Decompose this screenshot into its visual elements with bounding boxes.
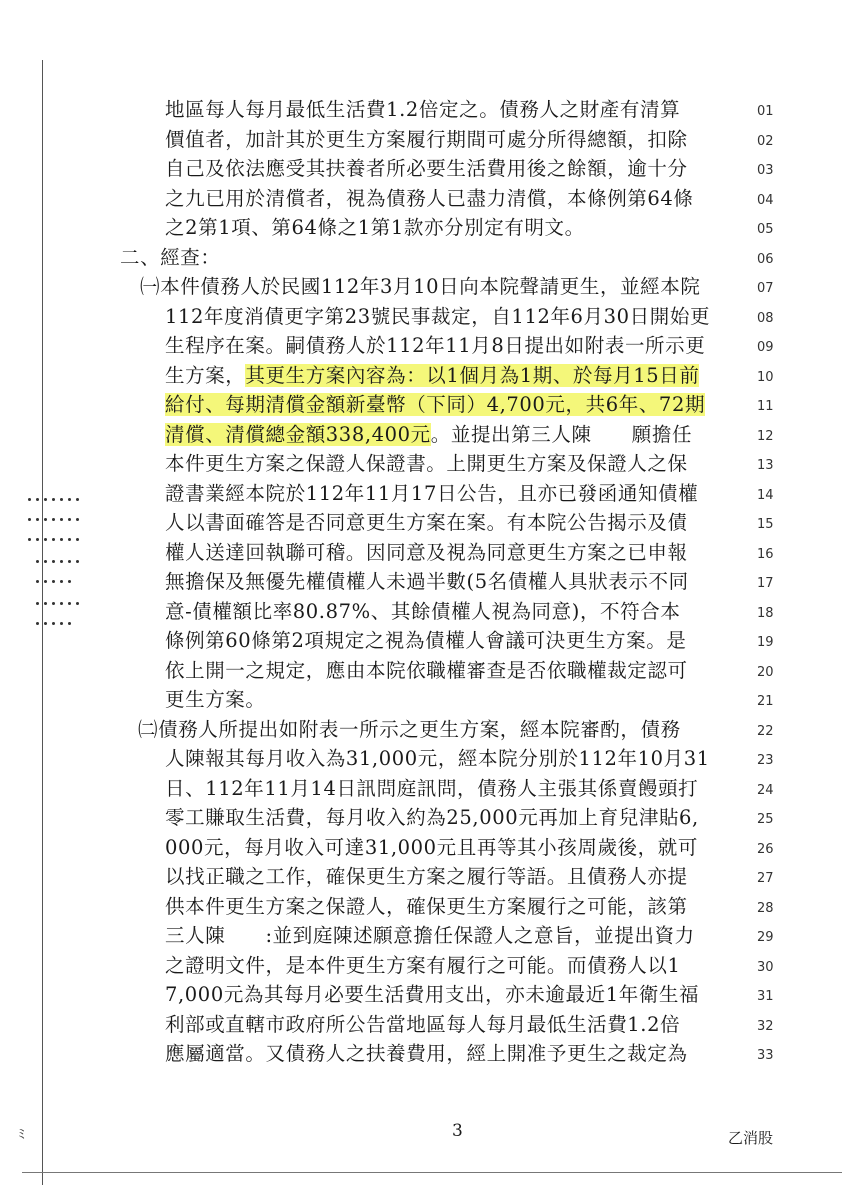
line-number: 28 [757, 900, 774, 916]
line-text: 更生方案。 [165, 688, 266, 711]
line-text: ㈡債務人所提出如附表一所示之更生方案，經本院審酌，債務 [138, 717, 681, 741]
text-line [165, 568, 689, 596]
line-text: 生方案， [165, 363, 246, 387]
line-number: 08 [757, 310, 774, 326]
line-text: 意-債權額比率80.87%、其餘債權人視為同意)，不符合本 [165, 599, 681, 623]
line-text: 供本件更生方案之保證人，確保更生方案履行之可能，該第 [165, 894, 688, 918]
line-text: 生程序在案。嗣債務人於112年11月8日提出如附表一所示更 [165, 334, 706, 357]
text-line [140, 273, 700, 301]
line-text: 之證明文件，是本件更生方案有履行之可能。而債務人以1 [165, 953, 681, 977]
text-line [165, 332, 705, 360]
line-number: 25 [757, 812, 774, 827]
line-number: 24 [757, 782, 774, 798]
line-number: 10 [757, 369, 774, 385]
line-text: 日、112年11月14日訊問庭訊問，債務人主張其係賣饅頭打 [165, 776, 699, 800]
line-text: ㈠本件債務人於民國112年3月10日向本院聲請更生，並經本院 [140, 275, 701, 298]
line-text: 以找正職之工作，確保更生方案之履行等語。且債務人亦提 [165, 865, 688, 888]
line-number: 05 [757, 222, 774, 237]
text-line [165, 834, 698, 862]
line-text: 價值者，加計其於更生方案履行期間可處分所得總額，扣除 [165, 127, 688, 151]
text-line [165, 775, 698, 803]
text-line [165, 362, 699, 390]
line-text: 人陳報其每月收入為31,000元，經本院分別於112年10月31 [165, 747, 710, 770]
text-line [165, 922, 695, 950]
text-line [165, 863, 688, 891]
line-number: 31 [757, 989, 774, 1004]
line-number: 07 [757, 281, 774, 296]
bottom-scan-line [22, 1172, 842, 1173]
line-text: 證書業經本院於112年11月17日公告，且亦已發函通知債權 [165, 481, 699, 505]
line-number: 04 [757, 192, 774, 208]
line-number: 22 [757, 723, 774, 739]
line-number: 18 [757, 605, 774, 621]
line-text: 權人送達回執聯可稽。因同意及視為同意更生方案之已申報 [165, 540, 688, 564]
line-text: 應屬適當。又債務人之扶養費用，經上開准予更生之裁定為 [165, 1042, 688, 1065]
line-number: 11 [757, 399, 774, 414]
line-number: 32 [757, 1018, 774, 1034]
line-text: 。並提出第三人陳 願擔任 [430, 422, 693, 446]
page-number: 3 [452, 1121, 463, 1141]
line-text: 利部或直轄市政府所公告當地區每人每月最低生活費1.2倍 [165, 1012, 681, 1036]
highlighted-text: 其更生方案內容為：以1個月為1期、於每月15日前 [245, 363, 700, 387]
text-line [165, 745, 710, 773]
line-number: 26 [757, 841, 774, 857]
line-number: 19 [757, 635, 774, 650]
text-line [165, 539, 688, 567]
line-number: 16 [757, 546, 774, 562]
text-line [165, 185, 694, 213]
line-number: 06 [757, 251, 774, 267]
binding-holes [28, 498, 88, 638]
highlighted-text: 清償、清償總金額338,400元 [165, 422, 431, 446]
line-number: 09 [757, 340, 774, 355]
highlighted-text: 給付、每期清償金額新臺幣（下同）4,700元，共6年、72期 [165, 393, 706, 416]
line-text: 000元，每月收入可達31,000元且再等其小孩周歲後，就可 [165, 835, 698, 859]
line-number: 13 [757, 458, 774, 473]
line-number: 15 [757, 517, 774, 532]
line-text: 人以書面確答是否同意更生方案在案。有本院公告揭示及債 [165, 511, 688, 534]
text-line [165, 391, 705, 419]
line-number: 17 [757, 576, 774, 591]
line-number: 23 [757, 753, 774, 768]
line-text: 112年度消債更字第23號民事裁定，自112年6月30日開始更 [165, 304, 711, 328]
text-line [120, 244, 221, 272]
text-line [165, 952, 681, 980]
line-text: 依上開一之規定，應由本院依職權審查是否依職權裁定認可 [165, 658, 688, 682]
text-line [165, 450, 688, 478]
line-number: 29 [757, 930, 774, 945]
line-text: 條例第60條第2項規定之視為債權人會議可決更生方案。是 [165, 629, 687, 652]
line-text: 本件更生方案之保證人保證書。上開更生方案及保證人之保 [165, 452, 688, 475]
line-number: 03 [757, 163, 774, 178]
text-line [165, 421, 692, 449]
text-line [165, 96, 680, 124]
line-text: 7,000元為其每月必要生活費用支出，亦未逾最近1年衛生福 [165, 983, 700, 1006]
line-text: 之九已用於清償者，視為債務人已盡力清償，本條例第64條 [165, 186, 694, 210]
text-line [165, 981, 699, 1009]
text-line [165, 893, 688, 921]
line-text: 二、經查： [120, 245, 221, 269]
line-text: 無擔保及無優先權債權人未過半數(5名債權人具狀表示不同 [165, 570, 689, 593]
line-text: 之2第1項、第64條之1第1款亦分別定有明文。 [165, 216, 585, 239]
text-line [165, 509, 688, 537]
line-text: 三人陳 :並到庭陳述願意擔任保證人之意旨，並提出資力 [165, 924, 695, 947]
text-line [165, 480, 698, 508]
left-edge-mark: ﾐ [18, 1127, 25, 1143]
text-line [165, 155, 688, 183]
text-line [165, 598, 680, 626]
text-line [165, 627, 686, 655]
line-number: 21 [757, 694, 774, 709]
line-number: 30 [757, 959, 774, 975]
text-line [165, 686, 266, 714]
line-number: 33 [757, 1048, 774, 1063]
line-number: 01 [757, 104, 774, 119]
text-line [165, 126, 688, 154]
text-line [165, 804, 699, 832]
line-text: 地區每人每月最低生活費1.2倍定之。債務人之財產有清算 [165, 98, 681, 121]
text-line [165, 657, 688, 685]
text-line [165, 214, 585, 242]
line-number: 20 [757, 664, 774, 680]
line-text: 自己及依法應受其扶養者所必要生活費用後之餘額，逾十分 [165, 157, 688, 180]
line-text: 零工賺取生活費，每月收入約為25,000元再加上育兒津貼6, [165, 806, 699, 829]
line-number: 02 [757, 133, 774, 149]
court-section-label: 乙消股 [728, 1129, 774, 1147]
text-line [165, 303, 710, 331]
text-line [138, 716, 681, 744]
line-number: 12 [757, 428, 774, 444]
line-number: 14 [757, 487, 774, 503]
line-number: 27 [757, 871, 774, 886]
text-line [165, 1011, 680, 1039]
text-line [165, 1040, 688, 1068]
